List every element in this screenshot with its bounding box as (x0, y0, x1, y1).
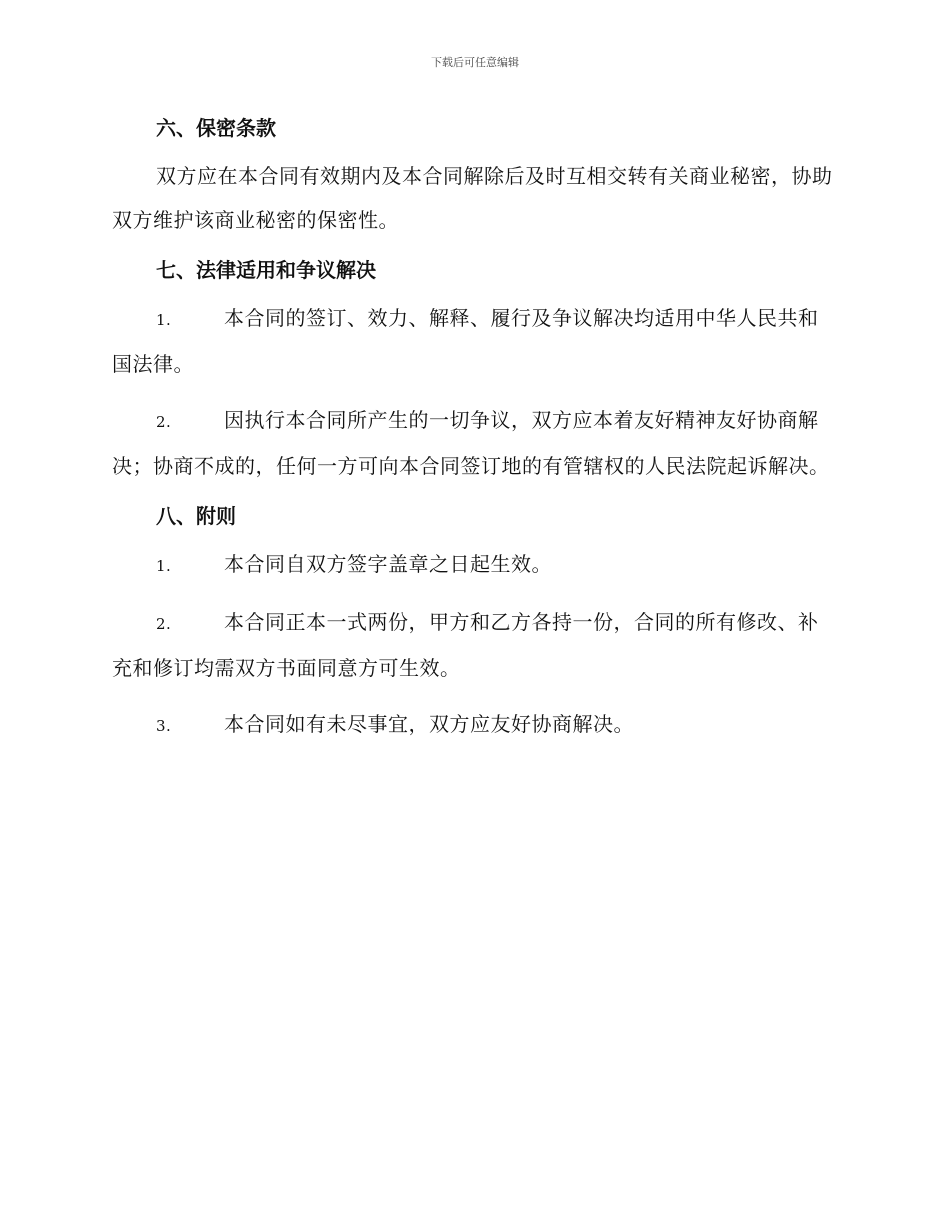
item-text: 本合同正本一式两份，甲方和乙方各持一份，合同的所有修改、补充和修订均需双方书面同意方可生效。 (112, 610, 819, 680)
section-heading-supplementary: 八、附则 (156, 504, 236, 528)
item-number: 1. (156, 557, 172, 575)
item-text: 本合同如有未尽事宜，双方应友好协商解决。 (224, 712, 634, 736)
section-heading-confidentiality: 六、保密条款 (156, 116, 276, 140)
header-note: 下载后可任意编辑 (431, 56, 519, 69)
item-number: 1. (156, 311, 172, 329)
list-item (112, 702, 836, 748)
item-text: 因执行本合同所产生的一切争议，双方应本着友好精神友好协商解决；协商不成的，任何一方可向本合同签订地的有管辖权的人民法院起诉解决。 (112, 408, 830, 478)
item-text: 本合同的签订、效力、解释、履行及争议解决均适用中华人民共和国法律。 (112, 306, 819, 376)
item-number: 3. (156, 717, 172, 735)
section-heading-law-disputes: 七、法律适用和争议解决 (156, 258, 376, 282)
list-item (112, 296, 836, 386)
list-item (112, 398, 836, 488)
list-item (112, 600, 836, 690)
item-number: 2. (156, 615, 172, 633)
list-item (112, 542, 836, 588)
document-body (112, 112, 836, 748)
confidentiality-paragraph: 双方应在本合同有效期内及本合同解除后及时互相交转有关商业秘密，协助双方维护该商业秘密的保密性。 (112, 164, 833, 232)
item-number: 2. (156, 413, 172, 431)
item-text: 本合同自双方签字盖章之日起生效。 (224, 552, 552, 576)
